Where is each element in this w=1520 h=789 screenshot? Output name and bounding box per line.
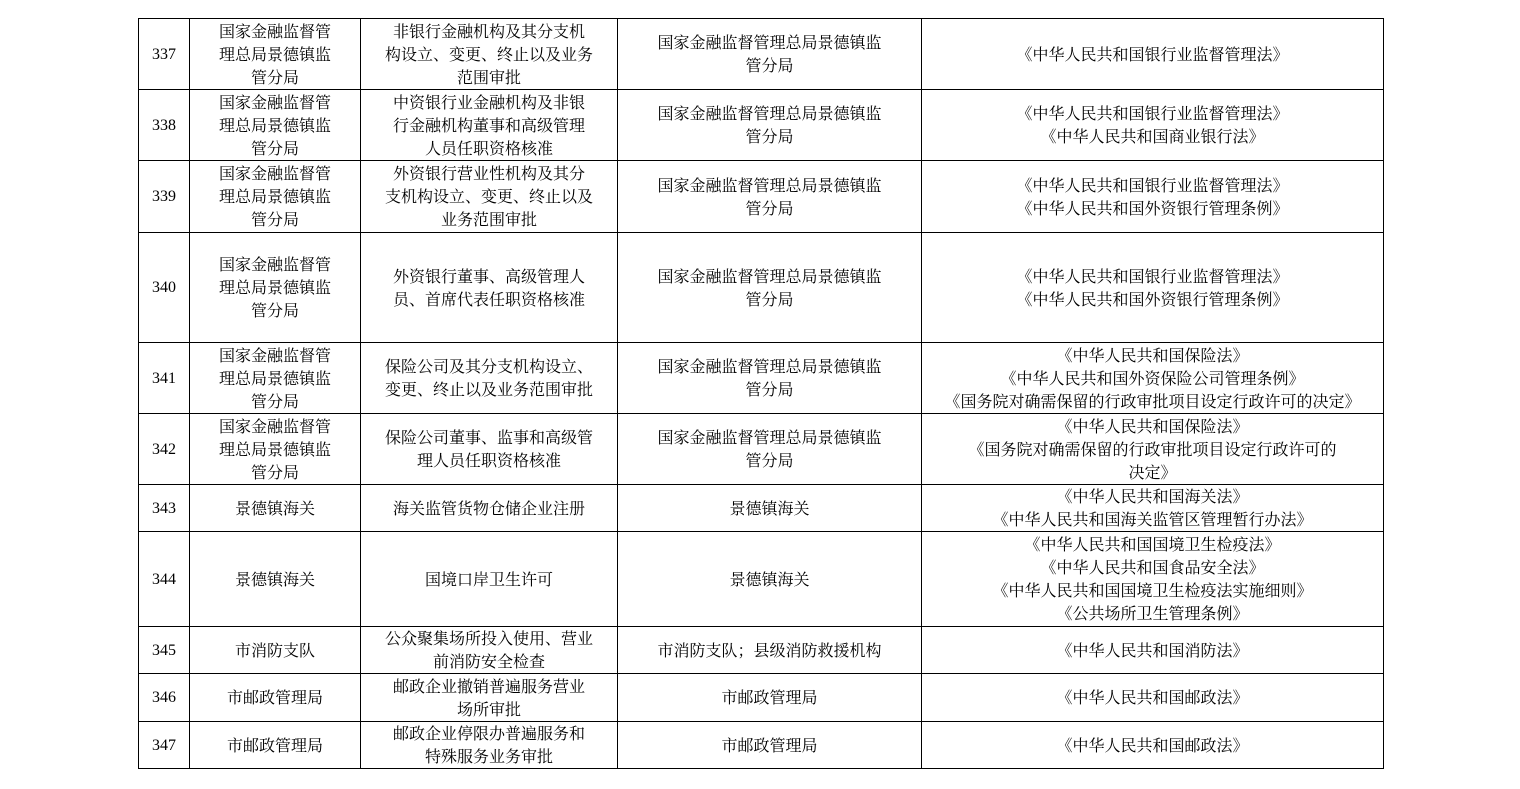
- department-line: 景德镇海关: [234, 569, 315, 589]
- legal-basis-cell: [922, 674, 1384, 722]
- legal-basis-line: 《中华人民共和国银行业监督管理法》: [1016, 175, 1289, 195]
- legal-basis-line: 《中华人民共和国国境卫生检疫法实施细则》: [992, 581, 1313, 600]
- approval-item-line: 特殊服务业务审批: [424, 747, 553, 766]
- implementing-agency-line: 国家金融监督管理总局景德镇监: [657, 175, 882, 195]
- implementing-agency-line: 管分局: [745, 289, 794, 309]
- department-cell: [190, 161, 361, 233]
- approval-item-line: 变更、终止以及业务范围审批: [384, 380, 593, 399]
- approval-item-cell: [361, 532, 618, 627]
- approval-item-line: 场所审批: [456, 699, 521, 719]
- legal-basis-cell: [922, 90, 1384, 161]
- implementing-agency-cell: [618, 90, 922, 161]
- approval-item-line: 邮政企业撤销普遍服务营业: [392, 676, 585, 696]
- legal-basis-line: 《中华人民共和国银行业监督管理法》: [1016, 266, 1289, 286]
- table-body: [139, 19, 1384, 769]
- approval-item-line: 业务范围审批: [440, 210, 537, 229]
- department-cell: [190, 674, 361, 722]
- implementing-agency-cell: [618, 343, 922, 414]
- approval-item-line: 海关监管货物仓储企业注册: [392, 498, 585, 518]
- approval-item-cell: [361, 485, 618, 532]
- implementing-agency-line: 国家金融监督管理总局景德镇监: [657, 266, 882, 286]
- approval-item-line: 中资银行业金融机构及非银: [392, 92, 585, 112]
- department-line: 市邮政管理局: [226, 735, 323, 755]
- department-line: 理总局景德镇监: [218, 115, 331, 135]
- approval-item-cell: [361, 233, 618, 343]
- table-row: [139, 532, 1384, 627]
- table-row: [139, 627, 1384, 674]
- legal-basis-line: 《中华人民共和国保险法》: [1056, 345, 1249, 365]
- approval-item-line: 保险公司及其分支机构设立、: [384, 357, 593, 376]
- department-cell: [190, 343, 361, 414]
- legal-basis-line: 《中华人民共和国保险法》: [1056, 416, 1249, 436]
- department-line: 理总局景德镇监: [218, 187, 331, 206]
- legal-basis-line: 《中华人民共和国海关监管区管理暂行办法》: [992, 510, 1313, 529]
- legal-basis-line: 《中华人民共和国食品安全法》: [1040, 558, 1265, 577]
- legal-basis-cell: [922, 233, 1384, 343]
- department-line: 管分局: [250, 67, 299, 87]
- approval-item-cell: [361, 343, 618, 414]
- approval-item-cell: [361, 674, 618, 722]
- department-line: 市邮政管理局: [226, 688, 323, 707]
- legal-basis-line: 《国务院对确需保留的行政审批项目设定行政许可的: [968, 439, 1337, 459]
- implementing-agency-line: 市消防支队；县级消防救援机构: [657, 640, 882, 660]
- row-number: 344: [139, 532, 190, 627]
- department-cell: [190, 90, 361, 161]
- row-number: 342: [139, 414, 190, 485]
- approval-item-line: 非银行金融机构及其分支机: [392, 21, 585, 41]
- approval-item-line: 外资银行董事、高级管理人: [392, 266, 585, 286]
- legal-basis-line: 《中华人民共和国外资保险公司管理条例》: [1000, 368, 1305, 388]
- department-line: 景德镇海关: [234, 498, 315, 518]
- approval-item-cell: [361, 90, 618, 161]
- implementing-agency-cell: [618, 233, 922, 343]
- department-line: 管分局: [250, 210, 299, 229]
- approval-item-line: 支机构设立、变更、终止以及: [384, 187, 593, 206]
- row-number: 347: [139, 722, 190, 769]
- department-line: 理总局景德镇监: [218, 439, 331, 459]
- implementing-agency-line: 国家金融监督管理总局景德镇监: [657, 357, 882, 376]
- department-line: 管分局: [250, 138, 299, 158]
- approval-item-line: 保险公司董事、监事和高级管: [384, 428, 593, 447]
- legal-basis-cell: [922, 722, 1384, 769]
- table-row: [139, 90, 1384, 161]
- legal-basis-line: 《国务院对确需保留的行政审批项目设定行政许可的决定》: [944, 391, 1361, 411]
- legal-basis-line: 决定》: [1128, 462, 1177, 482]
- department-line: 国家金融监督管: [218, 416, 331, 436]
- legal-basis-line: 《中华人民共和国邮政法》: [1056, 735, 1249, 755]
- legal-basis-line: 《中华人民共和国银行业监督管理法》: [1016, 44, 1289, 64]
- approval-item-line: 国境口岸卫生许可: [424, 569, 553, 589]
- legal-basis-cell: [922, 161, 1384, 233]
- legal-basis-cell: [922, 532, 1384, 627]
- table-row: [139, 161, 1384, 233]
- implementing-agency-line: 景德镇海关: [729, 498, 810, 518]
- legal-basis-line: 《中华人民共和国海关法》: [1056, 487, 1249, 506]
- approval-item-line: 员、首席代表任职资格核准: [392, 289, 585, 309]
- department-line: 管分局: [250, 462, 299, 482]
- department-cell: [190, 485, 361, 532]
- department-cell: [190, 19, 361, 90]
- approval-item-line: 行金融机构董事和高级管理: [392, 115, 585, 135]
- table-row: [139, 414, 1384, 485]
- implementing-agency-cell: [618, 722, 922, 769]
- row-number: 339: [139, 161, 190, 233]
- implementing-agency-cell: [618, 674, 922, 722]
- implementing-agency-line: 管分局: [745, 380, 794, 399]
- department-cell: [190, 233, 361, 343]
- implementing-agency-line: 管分局: [745, 56, 794, 75]
- row-number: 341: [139, 343, 190, 414]
- department-cell: [190, 532, 361, 627]
- implementing-agency-line: 市邮政管理局: [721, 688, 818, 707]
- table-row: [139, 233, 1384, 343]
- department-cell: [190, 414, 361, 485]
- row-number: 338: [139, 90, 190, 161]
- department-line: 理总局景德镇监: [218, 44, 331, 64]
- department-line: 理总局景德镇监: [218, 278, 331, 297]
- approval-item-cell: [361, 627, 618, 674]
- approval-item-cell: [361, 414, 618, 485]
- approval-item-cell: [361, 722, 618, 769]
- row-number: 340: [139, 233, 190, 343]
- table-row: [139, 485, 1384, 532]
- implementing-agency-line: 市邮政管理局: [721, 735, 818, 755]
- department-line: 国家金融监督管: [218, 255, 331, 274]
- department-cell: [190, 627, 361, 674]
- table-row: [139, 722, 1384, 769]
- implementing-agency-line: 管分局: [745, 198, 794, 218]
- row-number: 346: [139, 674, 190, 722]
- implementing-agency-line: 国家金融监督管理总局景德镇监: [657, 428, 882, 447]
- legal-basis-line: 《中华人民共和国外资银行管理条例》: [1016, 198, 1289, 218]
- legal-basis-cell: [922, 343, 1384, 414]
- department-line: 国家金融监督管: [218, 164, 331, 183]
- department-line: 国家金融监督管: [218, 92, 331, 112]
- department-line: 管分局: [250, 301, 299, 320]
- approval-item-line: 公众聚集场所投入使用、营业: [384, 629, 593, 648]
- implementing-agency-cell: [618, 532, 922, 627]
- approval-item-line: 人员任职资格核准: [424, 138, 553, 158]
- legal-basis-line: 《中华人民共和国外资银行管理条例》: [1016, 289, 1289, 309]
- approval-item-cell: [361, 19, 618, 90]
- approval-item-line: 理人员任职资格核准: [416, 451, 561, 470]
- legal-basis-line: 《中华人民共和国消防法》: [1056, 640, 1249, 660]
- row-number: 343: [139, 485, 190, 532]
- approval-item-line: 邮政企业停限办普遍服务和: [392, 724, 585, 743]
- implementing-agency-line: 管分局: [745, 127, 794, 146]
- legal-basis-line: 《中华人民共和国商业银行法》: [1040, 127, 1265, 146]
- legal-basis-cell: [922, 19, 1384, 90]
- department-line: 国家金融监督管: [218, 21, 331, 41]
- legal-basis-line: 《中华人民共和国国境卫生检疫法》: [1024, 535, 1281, 554]
- legal-basis-cell: [922, 485, 1384, 532]
- approval-item-line: 范围审批: [456, 67, 521, 87]
- legal-basis-line: 《中华人民共和国银行业监督管理法》: [1016, 104, 1289, 123]
- approval-item-line: 前消防安全检查: [432, 652, 545, 671]
- department-line: 管分局: [250, 391, 299, 411]
- row-number: 337: [139, 19, 190, 90]
- legal-basis-line: 《公共场所卫生管理条例》: [1056, 604, 1249, 623]
- implementing-agency-line: 管分局: [745, 451, 794, 470]
- approval-item-line: 外资银行营业性机构及其分: [392, 164, 585, 183]
- approval-item-cell: [361, 161, 618, 233]
- department-line: 理总局景德镇监: [218, 368, 331, 388]
- department-cell: [190, 722, 361, 769]
- implementing-agency-cell: [618, 161, 922, 233]
- table-row: [139, 674, 1384, 722]
- approval-items-table: [138, 18, 1384, 769]
- implementing-agency-cell: [618, 627, 922, 674]
- implementing-agency-cell: [618, 414, 922, 485]
- legal-basis-line: 《中华人民共和国邮政法》: [1056, 688, 1249, 707]
- implementing-agency-line: 国家金融监督管理总局景德镇监: [657, 33, 882, 52]
- department-line: 国家金融监督管: [218, 345, 331, 365]
- row-number: 345: [139, 627, 190, 674]
- implementing-agency-line: 国家金融监督管理总局景德镇监: [657, 104, 882, 123]
- legal-basis-cell: [922, 414, 1384, 485]
- implementing-agency-cell: [618, 19, 922, 90]
- legal-basis-cell: [922, 627, 1384, 674]
- table-row: [139, 19, 1384, 90]
- implementing-agency-line: 景德镇海关: [729, 569, 810, 589]
- approval-item-line: 构设立、变更、终止以及业务: [384, 44, 593, 64]
- implementing-agency-cell: [618, 485, 922, 532]
- table-row: [139, 343, 1384, 414]
- department-line: 市消防支队: [234, 640, 315, 660]
